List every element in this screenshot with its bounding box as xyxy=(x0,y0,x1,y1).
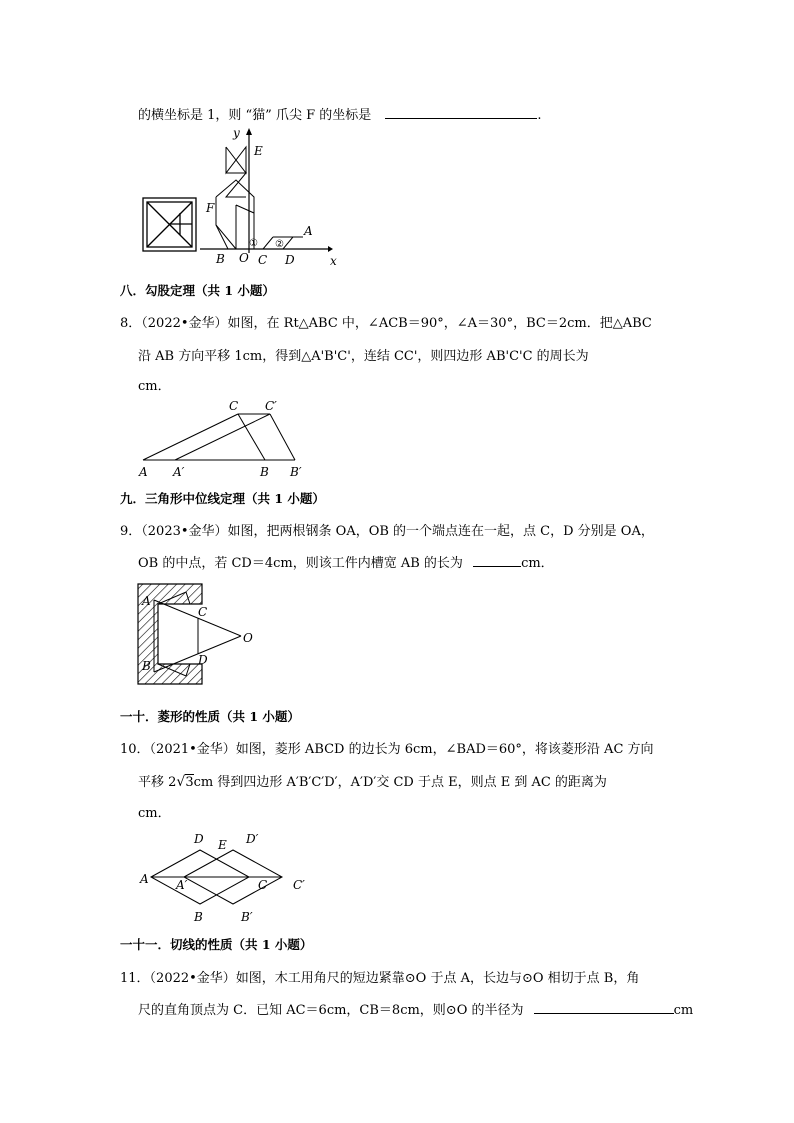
q10-line-2 xyxy=(138,771,607,790)
q11-line-2 xyxy=(138,999,693,1018)
fig10-label-a-prime: A′ xyxy=(176,878,188,892)
fig8-label-a-prime: A′ xyxy=(173,465,185,479)
fig10-label-c-prime: C′ xyxy=(293,878,305,892)
fig7-label-y: y xyxy=(233,126,240,140)
fig8-lines xyxy=(143,414,295,460)
fig10-lines xyxy=(151,850,282,904)
q8-line-3: cm． xyxy=(138,379,171,394)
q7-text xyxy=(138,104,542,123)
q10-sqrt: √3 xyxy=(176,774,194,790)
fig7-label-circle1: ① xyxy=(249,238,258,249)
fig9-label-c: C xyxy=(198,605,208,619)
section-10-heading: 一十．菱形的性质（共 1 小题） xyxy=(120,709,300,724)
q11-answer-blank[interactable] xyxy=(534,1001,674,1014)
fig9-label-d: D xyxy=(198,653,208,667)
fig9-label-a: A xyxy=(142,594,151,608)
fig7-label-c: C xyxy=(258,253,268,267)
q9-answer-blank[interactable] xyxy=(473,554,521,567)
fig7-label-d: D xyxy=(285,253,295,267)
q11-line-2-text: 尺的直角顶点为 C．已知 AC＝6cm，CB＝8cm，则⊙O 的半径为 xyxy=(138,1003,524,1018)
q10-radicand: 3 xyxy=(185,775,194,790)
fig8-triangle-translation xyxy=(135,396,315,482)
fig7-label-circle2: ② xyxy=(275,239,284,250)
fig10-label-b: B xyxy=(194,910,203,924)
fig7-label-a: A xyxy=(304,224,313,238)
fig10-label-b-prime: B′ xyxy=(241,910,253,924)
q7-answer-blank[interactable] xyxy=(385,106,537,119)
fig9-label-b: B xyxy=(142,659,151,673)
fig9-label-o: O xyxy=(243,631,253,645)
fig10-rhombus-translation xyxy=(138,825,318,925)
fig10-label-c: C xyxy=(258,878,268,892)
q11-line-1: 11．（2022•金华）如图，木工用角尺的短边紧靠⊙O 于点 A，长边与⊙O 相切于点 B，角 xyxy=(120,971,640,986)
section-11-heading: 一十一．切线的性质（共 1 小题） xyxy=(120,937,313,952)
fig7-label-x: x xyxy=(330,254,337,268)
q9-line-1: 9．（2023•金华）如图，把两根钢条 OA，OB 的一个端点连在一起，点 C，D 分别是 OA， xyxy=(120,524,654,539)
fig7-cat-tangram xyxy=(138,125,338,270)
fig8-label-c: C xyxy=(229,399,239,413)
q7-period: . xyxy=(537,108,542,123)
q10-line-2-start: 平移 2 xyxy=(138,775,177,790)
q8-line-1: 8．（2022•金华）如图，在 Rt△ABC 中，∠ACB＝90°，∠A＝30°，BC＝2cm．把△ABC xyxy=(120,316,652,331)
fig8-label-b: B xyxy=(260,465,269,479)
fig10-label-a: A xyxy=(140,872,149,886)
fig8-label-b-prime: B′ xyxy=(290,465,302,479)
fig9-workpiece xyxy=(136,582,266,688)
q9-line-2 xyxy=(138,552,554,571)
fig7-label-e: E xyxy=(254,144,263,158)
fig10-label-d-prime: D′ xyxy=(246,832,259,846)
fig7-label-b: B xyxy=(216,252,225,266)
q9-line-2-text: OB 的中点，若 CD＝4cm，则该工件内槽宽 AB 的长为 xyxy=(138,556,463,571)
fig8-label-a: A xyxy=(139,465,148,479)
fig7-label-f: F xyxy=(206,201,215,215)
q10-line-1: 10．（2021•金华）如图，菱形 ABCD 的边长为 6cm，∠BAD＝60°，将该菱形沿 AC 方向 xyxy=(120,742,654,757)
q7-text-tail: 的横坐标是 1，则 “猫” 爪尖 F 的坐标是 xyxy=(138,108,372,123)
section-9-heading: 九．三角形中位线定理（共 1 小题） xyxy=(120,491,325,506)
fig10-label-e: E xyxy=(218,838,227,852)
section-8-heading: 八．勾股定理（共 1 小题） xyxy=(120,283,275,298)
q8-line-2: 沿 AB 方向平移 1cm，得到△A'B'C'，连结 CC'，则四边形 AB'C'C 的周长为 xyxy=(138,349,589,364)
fig7-y-arrow xyxy=(246,128,252,135)
fig7-label-o: O xyxy=(239,251,249,265)
fig8-label-c-prime: C′ xyxy=(265,399,277,413)
fig10-label-d: D xyxy=(194,832,204,846)
fig7-cat-shape xyxy=(216,147,303,249)
fig7-square-tangram xyxy=(143,198,196,251)
q10-line-3: cm． xyxy=(138,806,171,821)
q11-unit: cm xyxy=(673,1003,694,1018)
q9-unit: cm． xyxy=(521,556,554,571)
fig7-x-arrow xyxy=(328,246,333,252)
q10-line-2-rest: cm 得到四边形 A′B′C′D′，A′D′交 CD 于点 E，则点 E 到 AC 的距离为 xyxy=(193,775,607,790)
